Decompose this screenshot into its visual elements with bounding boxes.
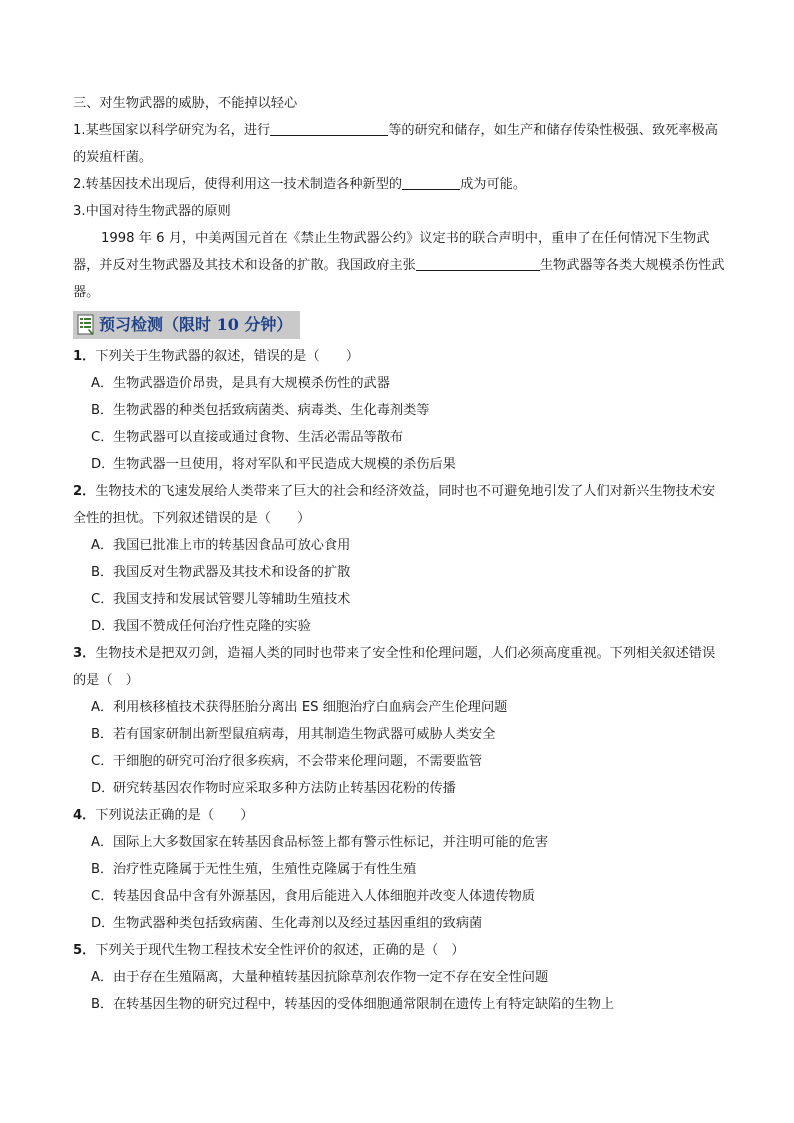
preview-title-box — [73, 311, 300, 339]
option-b[interactable] — [73, 721, 725, 748]
option-letter: B． — [91, 862, 114, 877]
option-a[interactable] — [73, 532, 725, 559]
option-text: 利用核移植技术获得胚胎分离出 ES 细胞治疗白血病会产生伦理问题 — [113, 700, 508, 715]
question-text: 生物技术是把双刃剑，造福人类的同时也带来了安全性和伦理问题，人们必须高度重视。下列相关叙述错误的是（ ） — [73, 646, 716, 688]
option-b[interactable] — [73, 397, 725, 424]
option-letter: B． — [91, 997, 114, 1012]
option-text: 生物武器种类包括致病菌、生化毒剂以及经过基因重组的致病菌 — [113, 916, 483, 931]
question-1 — [73, 343, 725, 478]
option-letter: C． — [91, 889, 114, 904]
document-content — [73, 90, 725, 1018]
item-1-text-b: 等的研究和储存，如生产和储存传染性极强、致死率极高的炭疽杆菌。 — [73, 123, 718, 165]
document-list-icon — [77, 314, 95, 336]
question-2 — [73, 478, 725, 640]
section-heading: 三、对生物武器的威胁，不能掉以轻心 — [73, 96, 298, 111]
option-letter: D． — [91, 619, 115, 634]
option-d[interactable] — [73, 613, 725, 640]
option-c[interactable] — [73, 424, 725, 451]
answer-blank-2[interactable] — [402, 188, 460, 190]
option-text: 我国不赞成任何治疗性克隆的实验 — [113, 619, 311, 634]
option-c[interactable] — [73, 883, 725, 910]
question-4 — [73, 802, 725, 937]
question-stem — [73, 802, 725, 829]
option-d[interactable] — [73, 775, 725, 802]
question-number: 3． — [73, 646, 96, 661]
option-text: 国际上大多数国家在转基因食品标签上都有警示性标记，并注明可能的危害 — [113, 835, 549, 850]
question-stem — [73, 343, 725, 370]
option-a[interactable] — [73, 370, 725, 397]
option-letter: A． — [91, 700, 114, 715]
option-d[interactable] — [73, 451, 725, 478]
option-c[interactable] — [73, 748, 725, 775]
principle-text-a: 1998 年 6 月，中美两国元首在《禁止生物武器公约》议定书的联合声明中，重申了在任何情况下生物武器，并反对生物武器及其技术和设备的扩散。我国政府主张 — [73, 231, 710, 273]
question-number: 4． — [73, 808, 96, 823]
question-5 — [73, 937, 725, 1018]
question-stem — [73, 640, 725, 694]
item-2-text-b: 成为可能。 — [460, 177, 527, 192]
question-text: 下列说法正确的是（ ） — [95, 808, 254, 823]
option-text: 转基因食品中含有外源基因，食用后能进入人体细胞并改变人体遗传物质 — [113, 889, 535, 904]
question-text: 生物技术的飞速发展给人类带来了巨大的社会和经济效益，同时也不可避免地引发了人们对新兴生物技术安全性的担忧。下列叙述错误的是（ ） — [73, 484, 716, 526]
preview-section-header — [73, 309, 725, 341]
option-text: 在转基因生物的研究过程中，转基因的受体细胞通常限制在遗传上有特定缺陷的生物上 — [113, 997, 615, 1012]
option-text: 生物武器可以直接或通过食物、生活必需品等散布 — [113, 430, 404, 445]
option-letter: A． — [91, 970, 114, 985]
option-letter: A． — [91, 538, 114, 553]
option-c[interactable] — [73, 586, 725, 613]
option-letter: C． — [91, 754, 114, 769]
question-stem — [73, 478, 725, 532]
option-text: 我国反对生物武器及其技术和设备的扩散 — [113, 565, 351, 580]
question-number: 1． — [73, 349, 96, 364]
answer-blank-1[interactable] — [270, 134, 388, 136]
option-text: 生物武器一旦使用，将对军队和平民造成大规模的杀伤后果 — [113, 457, 456, 472]
item-2-text-a: 2.转基因技术出现后，使得利用这一技术制造各种新型的 — [73, 177, 403, 192]
option-letter: A． — [91, 376, 114, 391]
option-text: 我国已批准上市的转基因食品可放心食用 — [113, 538, 351, 553]
paragraph-principle — [73, 225, 725, 306]
option-letter: D． — [91, 916, 115, 931]
option-text: 若有国家研制出新型鼠疽病毒，用其制造生物武器可威胁人类安全 — [113, 727, 496, 742]
question-stem — [73, 937, 725, 964]
option-text: 我国支持和发展试管婴儿等辅助生殖技术 — [113, 592, 351, 607]
option-b[interactable] — [73, 856, 725, 883]
principle-text-b: 生物武器等各类大规模杀伤性武器。 — [73, 258, 725, 300]
question-3 — [73, 640, 725, 802]
option-letter: D． — [91, 781, 115, 796]
option-a[interactable] — [73, 964, 725, 991]
option-letter: B． — [91, 565, 114, 580]
option-text: 生物武器造价昂贵，是具有大规模杀伤性的武器 — [113, 376, 390, 391]
option-text: 由于存在生殖隔离，大量种植转基因抗除草剂农作物一定不存在安全性问题 — [113, 970, 549, 985]
option-b[interactable] — [73, 991, 725, 1018]
question-number: 5． — [73, 943, 96, 958]
option-letter: C． — [91, 430, 114, 445]
option-letter: C． — [91, 592, 114, 607]
option-text: 研究转基因农作物时应采取多种方法防止转基因花粉的传播 — [113, 781, 456, 796]
option-letter: A． — [91, 835, 114, 850]
paragraph-item-3: 3.中国对待生物武器的原则 — [73, 204, 231, 219]
question-number: 2． — [73, 484, 96, 499]
option-text: 干细胞的研究可治疗很多疾病，不会带来伦理问题，不需要监管 — [113, 754, 483, 769]
paragraph-item-1 — [73, 117, 725, 171]
question-text: 下列关于现代生物工程技术安全性评价的叙述，正确的是（ ） — [95, 943, 465, 958]
option-letter: B． — [91, 727, 114, 742]
question-text: 下列关于生物武器的叙述，错误的是（ ） — [95, 349, 360, 364]
answer-blank-3[interactable] — [416, 269, 540, 271]
option-text: 生物武器的种类包括致病菌类、病毒类、生化毒剂类等 — [113, 403, 430, 418]
item-1-text-a: 1.某些国家以科学研究为名，进行 — [73, 123, 271, 138]
option-letter: D． — [91, 457, 115, 472]
paragraph-item-2 — [73, 171, 725, 198]
option-a[interactable] — [73, 829, 725, 856]
option-text: 治疗性克隆属于无性生殖，生殖性克隆属于有性生殖 — [113, 862, 417, 877]
preview-title: 预习检测（限时 10 分钟） — [99, 315, 293, 334]
option-d[interactable] — [73, 910, 725, 937]
option-letter: B． — [91, 403, 114, 418]
option-a[interactable] — [73, 694, 725, 721]
option-b[interactable] — [73, 559, 725, 586]
